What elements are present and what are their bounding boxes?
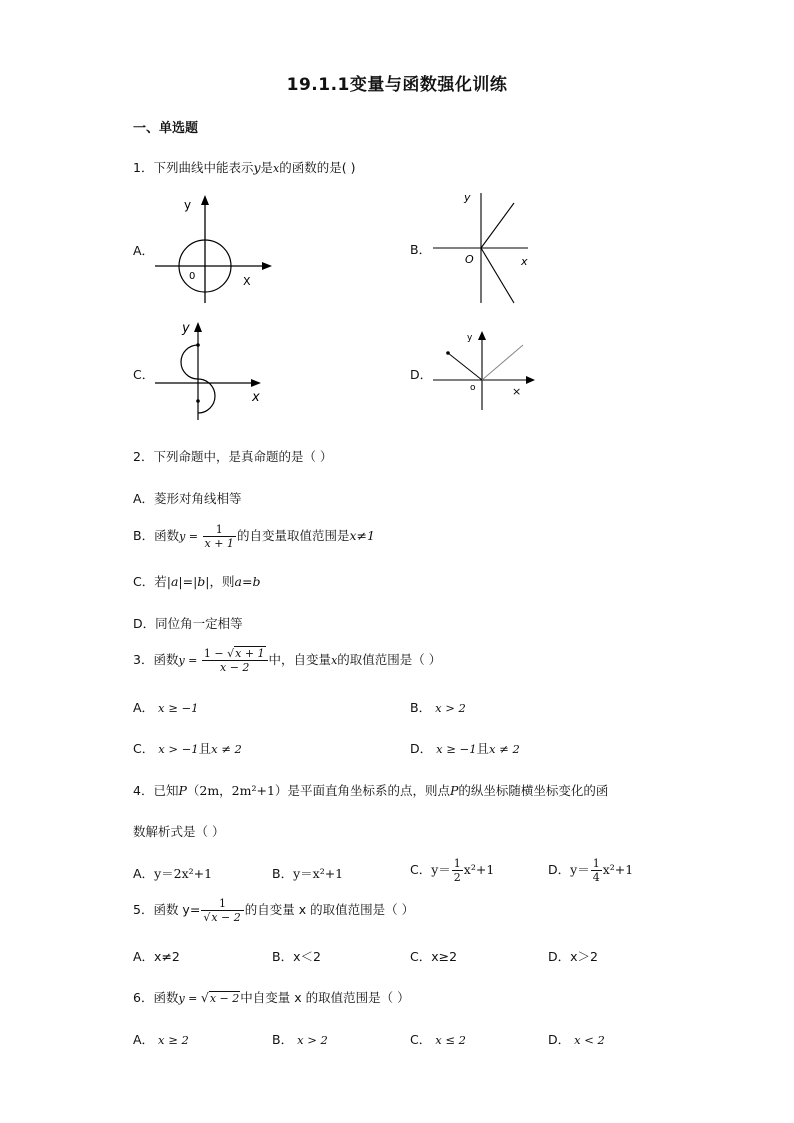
option-d-label: D．	[410, 367, 433, 382]
graph-a-x-label: X	[243, 275, 251, 288]
graph-a-y-label: y	[184, 198, 192, 212]
graph-a	[150, 190, 280, 310]
q5-option-b: B．x＜2	[272, 949, 321, 964]
q5-option-a: A．x≠2	[133, 949, 180, 964]
question-5-stem: 5．函数 y= $\frac{1}{√x - 2}$ 的自变量 x 的取值范围是（ ）	[133, 897, 415, 924]
q2-option-b: B．函数y = $\frac{1}{x + 1}$ 的自变量取值范围是x≠1	[133, 523, 375, 550]
q6-option-d: D． x < 2	[548, 1032, 605, 1047]
q2-option-d: D．同位角一定相等	[133, 616, 243, 631]
question-1-stem: 1．下列曲线中能表示y是x的函数的是( )	[133, 160, 356, 175]
option-b-label: B．	[410, 242, 432, 257]
q2-option-c: C．若|a|=|b|，则a=b	[133, 574, 261, 589]
question-6-stem: 6．函数y = √x − 2中自变量 x 的取值范围是（ ）	[133, 990, 410, 1005]
question-3-stem: 3．函数y = $\frac{1 - √x + 1}{x - 2}$ 中，自变量x的取值范围是（ ）	[133, 647, 442, 674]
option-c-label: C．	[133, 367, 155, 382]
q4-c-fraction: $\frac{1}{2}$	[453, 857, 461, 884]
graph-d-y-label: y	[467, 333, 473, 343]
question-4-stem-line2: 数解析式是（ ）	[133, 824, 225, 839]
graph-a-origin-label: 0	[189, 271, 196, 282]
q3-option-b: B． x > 2	[410, 700, 466, 715]
section-heading: 一、单选题	[133, 121, 199, 136]
q6-option-b: B． x > 2	[272, 1032, 328, 1047]
q5-option-d: D．x＞2	[548, 949, 598, 964]
q2-b-fraction: $\frac{1}{x + 1}$	[204, 523, 234, 550]
option-a-label: A．	[133, 243, 155, 258]
page-title: 19.1.1变量与函数强化训练	[286, 75, 508, 95]
q6-option-a: A． x ≥ 2	[133, 1032, 189, 1047]
question-2-stem: 2．下列命题中，是真命题的是（ ）	[133, 449, 333, 464]
q3-option-d: D． x ≥ −1且x ≠ 2	[410, 741, 520, 756]
graph-d-x-label: ×	[512, 385, 522, 398]
graph-b-origin-label: O	[465, 253, 474, 266]
q4-option-a: A．y＝2x²+1	[133, 866, 213, 881]
question-4-stem-line1: 4．已知P（2m，2m²+1）是平面直角坐标系的点，则点P的纵坐标随横坐标变化的函	[133, 783, 609, 798]
q5-option-c: C．x≥2	[410, 949, 458, 964]
q6-option-c: C． x ≤ 2	[410, 1032, 466, 1047]
graph-b-x-label: x	[521, 255, 528, 268]
q4-option-d: D．y＝ $\frac{1}{4}$ x²+1	[548, 857, 634, 884]
graph-c-x-label: x	[252, 390, 260, 405]
q4-d-fraction: $\frac{1}{4}$	[592, 857, 600, 884]
graph-b	[428, 185, 538, 310]
graph-c-y-label: y	[182, 321, 190, 336]
q5-fraction: $\frac{1}{√x - 2}$	[201, 897, 243, 924]
q2-option-a: A．菱形对角线相等	[133, 491, 242, 506]
graph-d-origin-label: o	[470, 383, 476, 393]
q3-fraction: $\frac{1 - √x + 1}{x - 2}$	[202, 647, 268, 674]
q4-option-b: B．y＝x²+1	[272, 866, 344, 881]
q3-option-a: A． x ≥ −1	[133, 700, 199, 715]
graph-d	[428, 325, 543, 415]
q3-option-c: C． x > −1且x ≠ 2	[133, 741, 242, 756]
q4-option-c: C．y＝ $\frac{1}{2}$ x²+1	[410, 857, 495, 884]
graph-c	[150, 315, 270, 425]
graph-b-y-label: y	[464, 191, 471, 204]
